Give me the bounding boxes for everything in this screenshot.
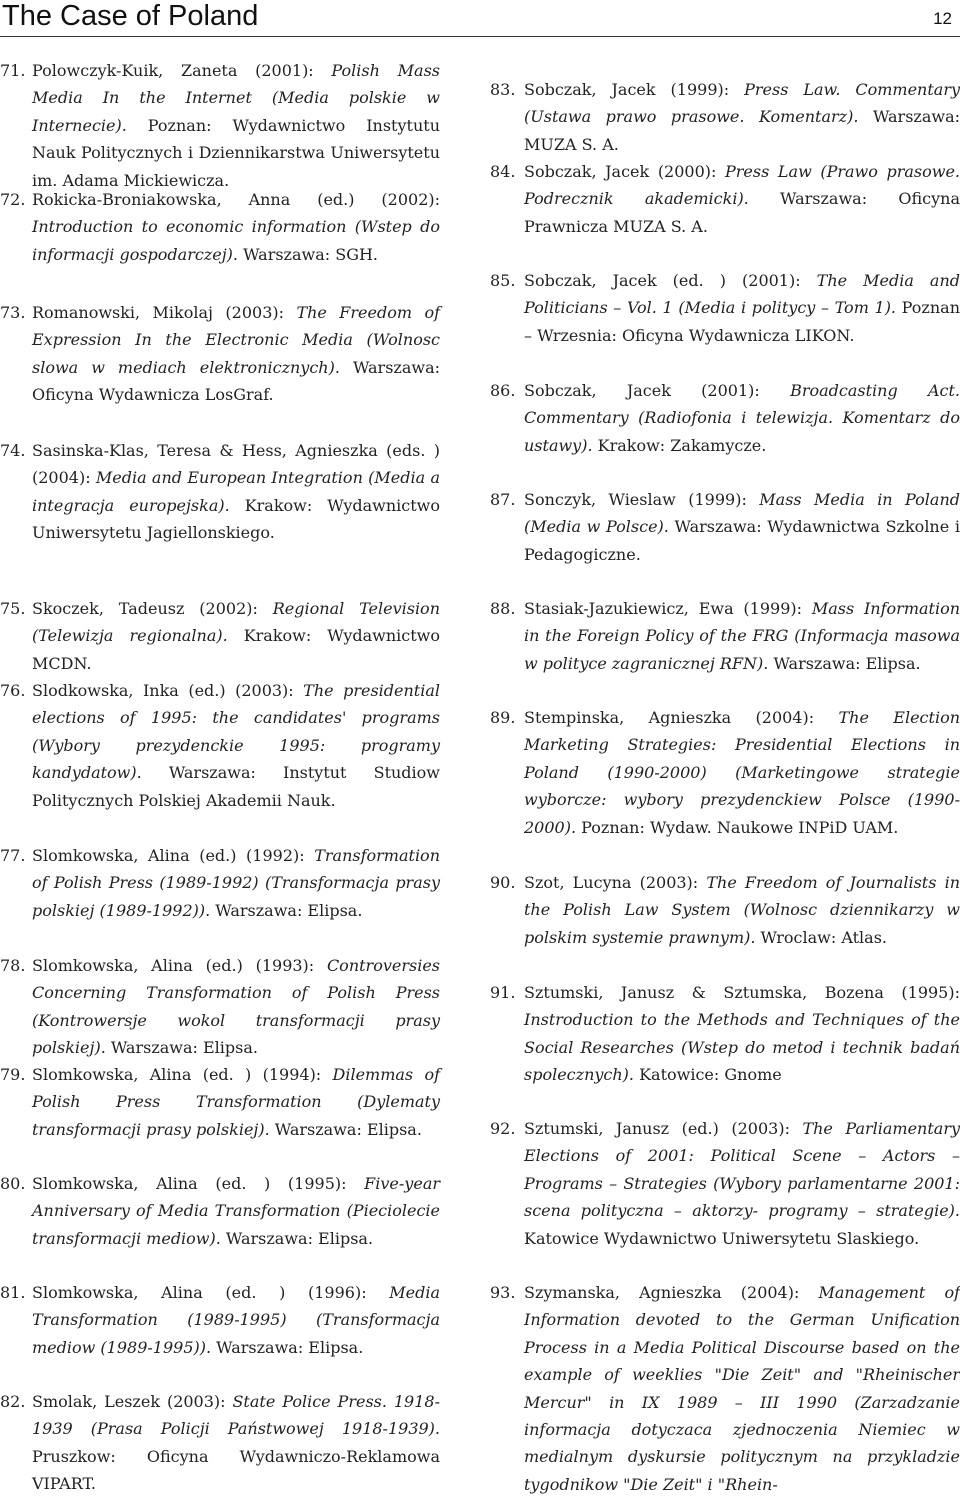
reference-publisher: Warszawa: Oficyna Prawnicza MUZA S. A. (524, 189, 960, 236)
reference-number: 83. (490, 80, 516, 99)
reference-text (524, 377, 960, 459)
reference-item (0, 1061, 440, 1143)
reference-title: The Freedom of Expression In the Electronic Media (Wolnosc slowa w mediach elektronicznych). (32, 303, 441, 377)
reference-author: Sobczak, Jacek (ed. ) (2001): (524, 271, 817, 290)
reference-publisher: Warszawa: MUZA S. A. (524, 107, 960, 154)
reference-author: Romanowski, Mikolaj (2003): (32, 303, 297, 322)
reference-publisher: Warszawa: Wydawnictwa Szkolne i Pedagogiczne. (524, 517, 960, 564)
reference-number: 77. (0, 846, 26, 865)
reference-text (32, 186, 440, 268)
reference-text (524, 595, 960, 677)
reference-item (0, 952, 440, 1062)
reference-title: Controversies Concerning Transformation of Polish Press (Kontrowersje wokol transformacji prasy polskiej). (32, 956, 440, 1058)
reference-text (32, 595, 440, 677)
reference-text (524, 979, 960, 1089)
reference-publisher: Warszawa: SGH. (243, 244, 379, 264)
reference-author: Szot, Lucyna (2003): (524, 873, 707, 892)
reference-text (32, 299, 440, 409)
reference-title: Instroduction to the Methods and Techniques of the Social Researches (Wstep do metod i technik badań spolecznych). (524, 1010, 960, 1085)
reference-number: 75. (0, 599, 26, 618)
reference-number: 76. (0, 681, 26, 700)
reference-text (524, 267, 960, 349)
reference-number: 91. (490, 983, 516, 1002)
reference-author: Sasinska-Klas, Teresa & Hess, Agnieszka (eds. ) (2004): (32, 441, 440, 488)
reference-title: Press Law (Prawo prasowe. Podrecznik akademicki). (524, 162, 960, 209)
running-header (0, 0, 960, 34)
reference-title: The presidential elections of 1995: the candidates' programs (Wybory prezydenckie 1995: programy kandydatow). (32, 681, 441, 783)
reference-number: 78. (0, 956, 26, 975)
reference-item (0, 1170, 440, 1252)
reference-text (524, 76, 960, 158)
reference-title: The Parliamentary Elections of 2001: Political Scene – Actors – Programs – Strategies (Wybory parlamentarne 2001: scena polityczna – aktorzy- programy – strategie). (524, 1119, 960, 1221)
reference-publisher: Krakow: Zakamycze. (597, 435, 767, 455)
reference-title: The Media and Politicians – Vol. 1 (Media i politycy – Tom 1). (524, 271, 960, 318)
reference-item (0, 1388, 440, 1498)
reference-title: Broadcasting Act. Commentary (Radiofonia i telewizja. Komentarz do ustawy). (524, 381, 960, 455)
reference-text (32, 1170, 440, 1252)
reference-author: Sobczak, Jacek (2000): (524, 162, 725, 181)
reference-author: Sztumski, Janusz & Sztumska, Bozena (1995): (524, 983, 960, 1002)
reference-number: 81. (0, 1283, 26, 1302)
reference-publisher: Warszawa: Elipsa. (110, 1038, 258, 1058)
reference-author: Slomkowska, Alina (ed. ) (1996): (32, 1283, 390, 1302)
reference-text (524, 1279, 960, 1498)
reference-number: 85. (490, 271, 516, 290)
reference-text (524, 486, 960, 568)
reference-text (32, 1061, 440, 1143)
reference-author: Smolak, Leszek (2003): (32, 1392, 233, 1411)
reference-title: The Election Marketing Strategies: Presidential Elections in Poland (1990-2000) (Marketingowe strategie wyborcze: wybory prezydenckiew Polsce (1990-2000). (524, 708, 960, 837)
reference-item (0, 186, 440, 268)
reference-item (490, 1279, 960, 1498)
reference-text (32, 437, 440, 547)
reference-item (0, 299, 440, 409)
reference-author: Sztumski, Janusz (ed.) (2003): (524, 1119, 803, 1138)
reference-author: Sobczak, Jacek (2001): (524, 381, 791, 400)
reference-title: Dilemmas of Polish Press Transformation (Dylematy transformacji prasy polskiej). (32, 1065, 441, 1139)
reference-number: 92. (490, 1119, 516, 1138)
reference-title: Media Transformation (1989-1995) (Transformacja mediow (1989-1995)). (32, 1283, 440, 1357)
reference-item (490, 1115, 960, 1252)
reference-title: Media and European Integration (Media a integracja europejska). (32, 468, 440, 515)
reference-item (490, 486, 960, 568)
reference-author: Sobczak, Jacek (1999): (524, 80, 745, 99)
reference-number: 89. (490, 708, 516, 727)
reference-item (0, 57, 440, 194)
reference-author: Skoczek, Tadeusz (2002): (32, 599, 273, 618)
reference-author: Stasiak-Jazukiewicz, Ewa (1999): (524, 599, 812, 618)
reference-item (490, 595, 960, 677)
reference-text (32, 57, 440, 194)
reference-title: Management of Information devoted to the German Unification Process in a Media Political Discourse based on the example of weeklies "Die Zeit" and "Rheinischer Mercur" in IX 1989 – III 1990 (Zarzadzanie informacja dotyczaca zjednoczenia Niemiec w medialnym dyskursie politycznym na przykladzie tygodnikow "Die Zeit" i "Rhein- (524, 1283, 960, 1494)
reference-item (0, 677, 440, 814)
reference-number: 71. (0, 61, 26, 80)
reference-title: Polish Mass Media In the Internet (Media polskie w Internecie). (32, 61, 440, 135)
reference-title: Five-year Anniversary of Media Transformation (Pieciolecie transformacji mediow). (32, 1174, 440, 1248)
reference-publisher: Krakow: Wydawnictwo MCDN. (32, 626, 440, 673)
reference-publisher: Wroclaw: Atlas. (760, 927, 887, 947)
reference-publisher: Poznan – Wrzesnia: Oficyna Wydawnicza LIKON. (524, 298, 960, 345)
reference-author: Slomkowska, Alina (ed.) (1992): (32, 846, 315, 865)
reference-number: 93. (490, 1283, 516, 1302)
reference-number: 84. (490, 162, 516, 181)
reference-text (524, 869, 960, 951)
reference-title: The Freedom of Journalists in the Polish Law System (Wolnosc dziennikarzy w polskim systemie prawnym). (524, 873, 960, 947)
reference-text (524, 704, 960, 841)
reference-publisher: Warszawa: Instytut Studiow Politycznych Polskiej Akademii Nauk. (32, 763, 440, 810)
reference-item (490, 979, 960, 1089)
reference-title: Press Law. Commentary (Ustawa prawo prasowe. Komentarz). (524, 80, 960, 127)
reference-text (32, 1279, 440, 1361)
reference-author: Slodkowska, Inka (ed.) (2003): (32, 681, 304, 700)
reference-number: 74. (0, 441, 26, 460)
reference-item (0, 595, 440, 677)
reference-author: Sonczyk, Wieslaw (1999): (524, 490, 760, 509)
reference-text (32, 677, 440, 814)
reference-publisher: Warszawa: Oficyna Wydawnicza LosGraf. (32, 357, 440, 405)
reference-item (0, 437, 440, 547)
reference-number: 90. (490, 873, 516, 892)
reference-item (490, 267, 960, 349)
reference-number: 82. (0, 1392, 26, 1411)
reference-author: Rokicka-Broniakowska, Anna (ed.) (2002): (32, 190, 440, 209)
reference-title: State Police Press. 1918-1939 (Prasa Policji Państwowej 1918-1939). (32, 1392, 441, 1439)
reference-author: Slomkowska, Alina (ed. ) (1994): (32, 1065, 333, 1084)
page-number: 12 (933, 9, 952, 28)
reference-number: 73. (0, 303, 26, 322)
running-title: The Case of Poland (2, 0, 259, 32)
reference-item (490, 76, 960, 158)
reference-publisher: Warszawa: Elipsa. (216, 1337, 364, 1357)
reference-title: Regional Television (Telewizja regionalna). (32, 599, 440, 646)
reference-publisher: Katowice Wydawnictwo Uniwersytetu Slaskiego. (524, 1228, 920, 1248)
reference-number: 87. (490, 490, 516, 509)
reference-text (524, 158, 960, 240)
reference-item (490, 377, 960, 459)
reference-title: Mass Media in Poland (Media w Polsce). (524, 490, 960, 537)
reference-item (0, 842, 440, 924)
reference-title: Mass Information in the Foreign Policy of the FRG (Informacja masowa w polityce zagranicznej RFN). (524, 599, 960, 673)
reference-publisher: Warszawa: Elipsa. (773, 653, 921, 673)
reference-author: Slomkowska, Alina (ed.) (1993): (32, 956, 327, 975)
reference-title: Transformation of Polish Press (1989-1992) (Transformacja prasy polskiej (1989-1992)). (32, 846, 440, 920)
reference-publisher: Pruszkow: Oficyna Wydawniczo-Reklamowa VIPART. (32, 1446, 440, 1494)
reference-publisher: Krakow: Wydawnictwo Uniwersytetu Jagiellonskiego. (32, 495, 440, 543)
reference-publisher: Warszawa: Elipsa. (274, 1119, 422, 1139)
reference-number: 80. (0, 1174, 26, 1193)
reference-item (490, 704, 960, 841)
reference-item (490, 869, 960, 951)
reference-text (32, 842, 440, 924)
reference-item (490, 158, 960, 240)
reference-publisher: Poznan: Wydawnictwo Instytutu Nauk Politycznych i Dziennikarstwa Uniwersytetu im. Adama Mickiewicza. (32, 115, 440, 190)
reference-publisher: Katowice: Gnome (639, 1065, 782, 1085)
reference-publisher: Warszawa: Elipsa. (225, 1228, 374, 1248)
reference-author: Polowczyk-Kuik, Zaneta (2001): (32, 61, 332, 80)
reference-author: Stempinska, Agnieszka (2004): (524, 708, 839, 727)
reference-item (0, 1279, 440, 1361)
reference-text (32, 952, 440, 1062)
reference-number: 88. (490, 599, 516, 618)
reference-title: Introduction to economic information (Wstep do informacji gospodarczej). (32, 217, 440, 264)
reference-number: 86. (490, 381, 516, 400)
reference-number: 79. (0, 1065, 26, 1084)
header-rule (0, 36, 960, 37)
reference-number: 72. (0, 190, 26, 209)
reference-text (524, 1115, 960, 1252)
reference-author: Szymanska, Agnieszka (2004): (524, 1283, 819, 1302)
reference-publisher: Warszawa: Elipsa. (215, 900, 363, 920)
reference-author: Slomkowska, Alina (ed. ) (1995): (32, 1174, 365, 1193)
reference-publisher: Poznan: Wydaw. Naukowe INPiD UAM. (581, 817, 899, 837)
reference-text (32, 1388, 440, 1498)
